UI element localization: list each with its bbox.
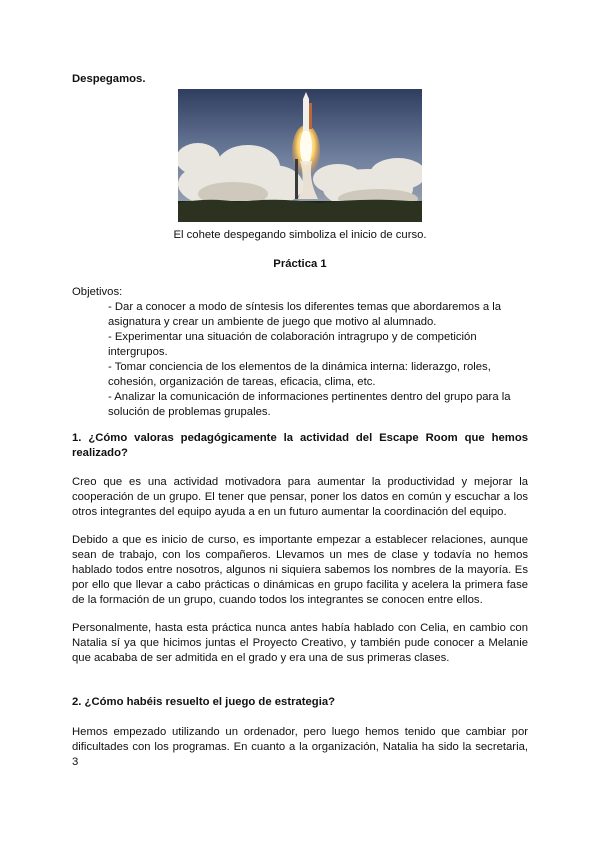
rocket-launch-image bbox=[178, 89, 422, 222]
question-1: 1. ¿Cómo valoras pedagógicamente la actividad del Escape Room que hemos realizado? bbox=[72, 432, 528, 459]
objective-item: - Analizar la comunicación de informaciones pertinentes dentro del grupo para la solución de problemas grupales. bbox=[108, 391, 511, 418]
image-caption: El cohete despegando simboliza el inicio de curso. bbox=[173, 229, 427, 241]
practice-title: Práctica 1 bbox=[273, 258, 327, 270]
answer-paragraph: Personalmente, hasta esta práctica nunca antes había hablado con Celia, en cambio con Natalia sí ya que hicimos juntas el Proyecto Creativo, y también pude conocer a Melanie que acababa de ser admitida en el grado y era una de sus primeras clases. bbox=[72, 622, 528, 664]
objective-item: - Dar a conocer a modo de síntesis los diferentes temas que abordaremos a la asignatura y crear un ambiente de juego que motivo al alumnado. bbox=[108, 301, 502, 328]
question-2: 2. ¿Cómo habéis resuelto el juego de estrategia? bbox=[72, 696, 336, 708]
answer-paragraph: Hemos empezado utilizando un ordenador, pero luego hemos tenido que cambiar por dificultades con los programas. En cuanto a la organización, Natalia ha sido la secretaria, 3 bbox=[72, 726, 528, 768]
answer-paragraph: Debido a que es inicio de curso, es importante empezar a establecer relaciones, aunque sean de trabajo, con los compañeros. Llevamos un mes de clase y todavía no hemos hablado todos entre nosotros, algunos ni siquiera sabemos los nombres de la mayoría. Es por ello que llevar a cabo prácticas o dinámicas en grupo facilita y acelera la primera fase de la formación de un grupo, cuando todos los integrantes se conocen entre ellos. bbox=[72, 534, 528, 606]
document-heading: Despegamos. bbox=[72, 73, 146, 85]
objectives-label: Objetivos: bbox=[72, 286, 123, 298]
objective-item: - Experimentar una situación de colaboración intragrupo y de competición intergrupos. bbox=[108, 331, 477, 358]
objectives-list bbox=[108, 300, 528, 420]
answer-paragraph: Creo que es una actividad motivadora para aumentar la productividad y mejorar la cooperación de un grupo. El tener que pensar, poner los datos en común y escuchar a los otros integrantes del equipo ayuda a en un futuro aumentar la coordinación del equipo. bbox=[72, 476, 528, 518]
objective-item: - Tomar conciencia de los elementos de la dinámica interna: liderazgo, roles, cohesión, organización de tareas, eficacia, clima, etc. bbox=[108, 361, 491, 388]
